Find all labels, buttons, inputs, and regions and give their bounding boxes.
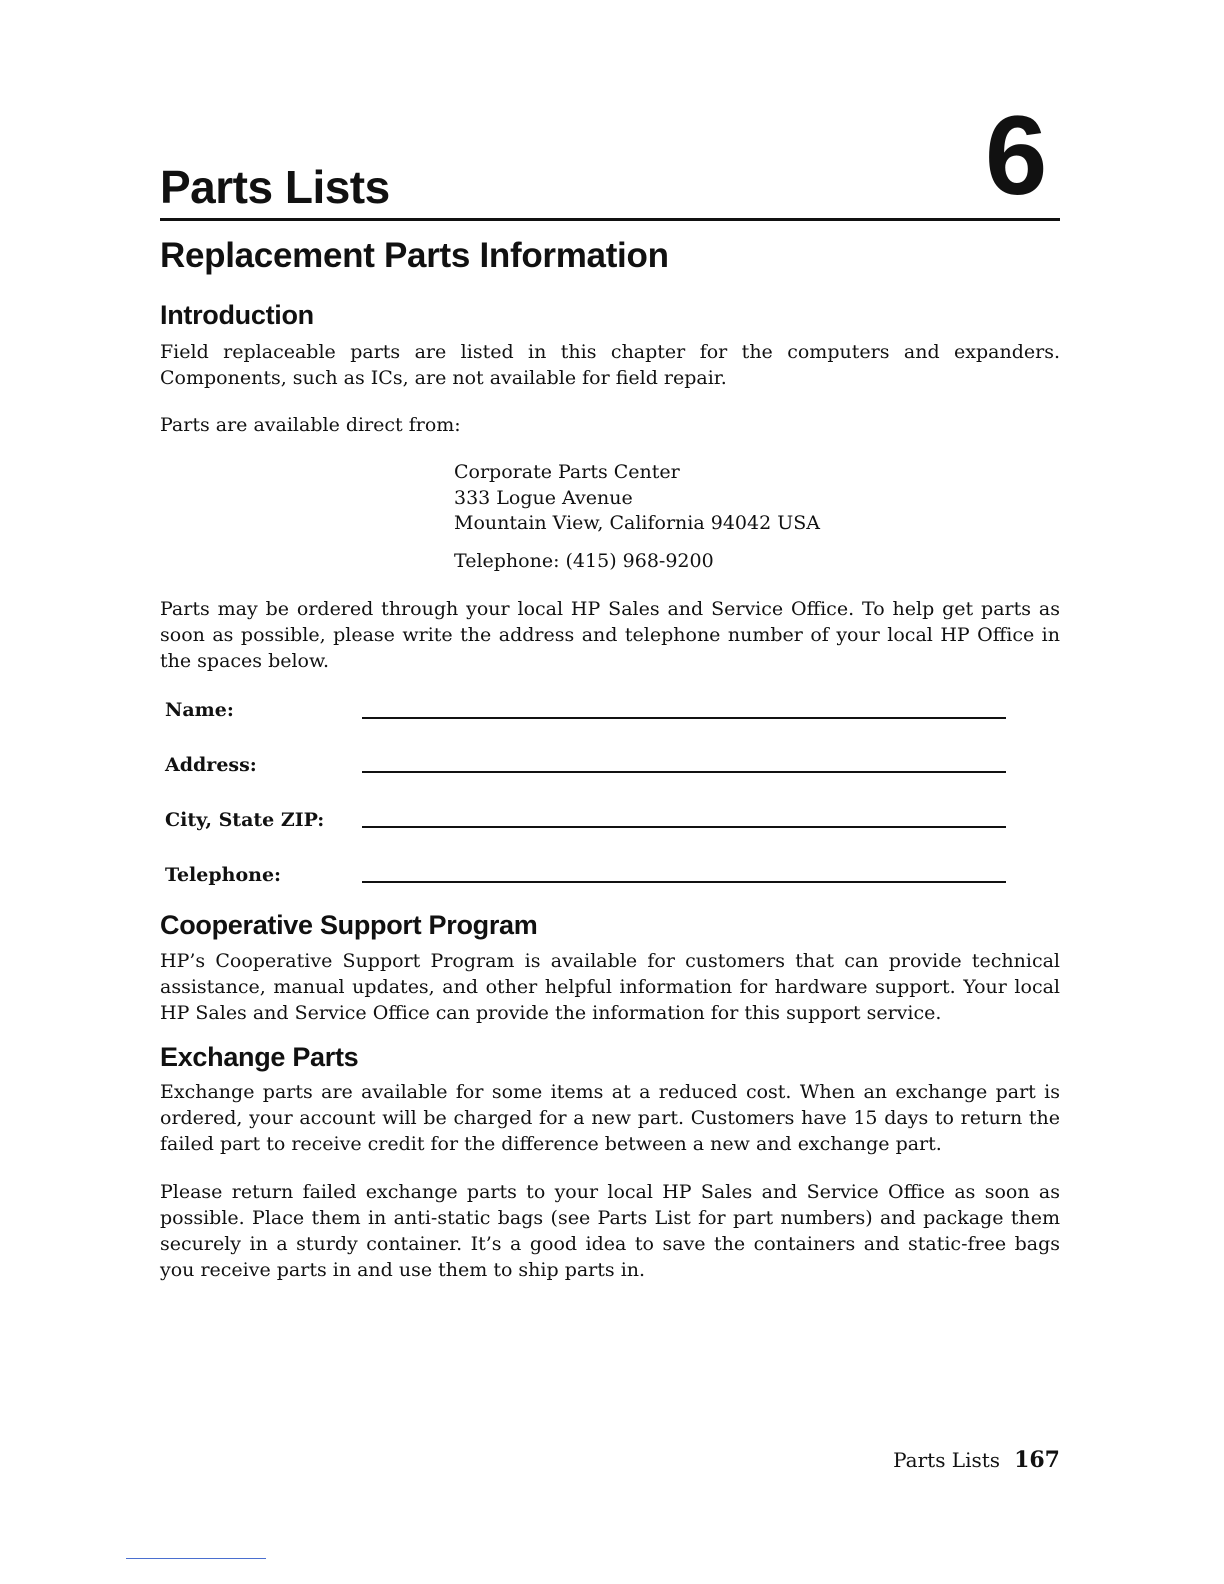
city-state-zip-label: City, State ZIP:: [165, 809, 325, 831]
introduction-heading: Introduction: [160, 300, 314, 330]
chapter-number: 6: [985, 93, 1048, 218]
address-label: Address:: [165, 754, 257, 776]
address-telephone: Telephone: (415) 968-9200: [454, 550, 714, 572]
address-line-2: 333 Logue Avenue: [454, 487, 633, 509]
introduction-paragraph-1: Field replaceable parts are listed in this chapter for the computers and expanders. Components, such as ICs, are not available for field repair.: [160, 341, 1060, 389]
exchange-paragraph-2: Please return failed exchange parts to your local HP Sales and Service Office as soon as possible. Place them in anti-static bags (see Parts List for part numbers) and package them securely in a sturdy container. It’s a good idea to save the containers and static-free bags you receive parts in and use them to ship parts in.: [160, 1181, 1060, 1281]
address-field-line: [362, 771, 1006, 773]
chapter-title: Parts Lists: [160, 161, 390, 213]
name-label: Name:: [165, 699, 234, 721]
bottom-divider: [126, 1558, 266, 1559]
chapter-rule: [160, 218, 1060, 221]
introduction-paragraph-2: Parts are available direct from:: [160, 414, 461, 436]
address-line-1: Corporate Parts Center: [454, 461, 680, 483]
address-line-3: Mountain View, California 94042 USA: [454, 512, 820, 534]
section-title: Replacement Parts Information: [160, 236, 669, 275]
city-state-zip-field-line: [362, 826, 1006, 828]
cooperative-heading: Cooperative Support Program: [160, 910, 538, 940]
telephone-field-line: [362, 881, 1006, 883]
exchange-heading: Exchange Parts: [160, 1042, 359, 1072]
footer-label: Parts Lists: [893, 1448, 1001, 1472]
exchange-paragraph-1: Exchange parts are available for some items at a reduced cost. When an exchange part is ordered, your account will be charged for a new part. Customers have 15 days to return the failed part to receive credit for the difference between a new and exchange part.: [160, 1081, 1060, 1155]
cooperative-paragraph: HP’s Cooperative Support Program is available for customers that can provide technical assistance, manual updates, and other helpful information for hardware support. Your local HP Sales and Service Office can provide the information for this support service.: [160, 950, 1060, 1024]
name-field-line: [362, 717, 1006, 719]
page-footer: [860, 1447, 1060, 1473]
introduction-paragraph-3: Parts may be ordered through your local HP Sales and Service Office. To help get parts as soon as possible, please write the address and telephone number of your local HP Office in the spaces below.: [160, 598, 1060, 672]
telephone-label: Telephone:: [165, 864, 282, 886]
page-number: 167: [1014, 1447, 1060, 1473]
